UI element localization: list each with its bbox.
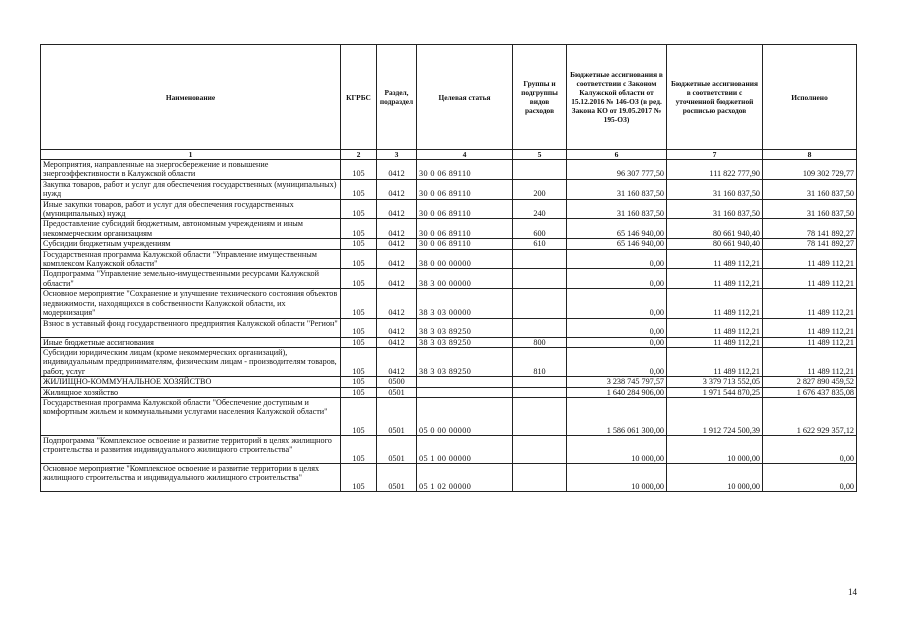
row-name: Предоставление субсидий бюджетным, автономным учреждениям и иным некоммерческим организациям — [41, 219, 341, 239]
row-law-amount: 31 160 837,50 — [567, 199, 667, 219]
row-kgrbs: 105 — [341, 249, 377, 269]
row-group — [513, 249, 567, 269]
row-kgrbs: 105 — [341, 318, 377, 337]
row-law-amount: 0,00 — [567, 249, 667, 269]
row-law-amount: 65 146 940,00 — [567, 219, 667, 239]
table-row — [41, 377, 857, 387]
table-row — [41, 269, 857, 289]
row-executed-amount: 78 141 892,27 — [763, 219, 857, 239]
row-name: Государственная программа Калужской области "Управление имущественным комплексом Калужской области" — [41, 249, 341, 269]
row-refined-amount: 1 912 724 500,39 — [667, 397, 763, 435]
row-law-amount: 96 307 777,50 — [567, 160, 667, 180]
header-section: Раздел, подраздел — [377, 45, 417, 150]
table-row — [41, 337, 857, 347]
row-name: Подпрограмма "Управление земельно-имущественными ресурсами Калужской области" — [41, 269, 341, 289]
row-refined-amount: 10 000,00 — [667, 463, 763, 491]
table-row — [41, 347, 857, 376]
row-section: 0412 — [377, 239, 417, 249]
header-executed: Исполнено — [763, 45, 857, 150]
column-number: 6 — [567, 150, 667, 160]
row-name: Иные закупки товаров, работ и услуг для обеспечения государственных (муниципальных) нужд — [41, 199, 341, 219]
row-law-amount: 0,00 — [567, 318, 667, 337]
row-kgrbs: 105 — [341, 397, 377, 435]
table-row — [41, 387, 857, 397]
column-number-row — [41, 150, 857, 160]
row-target: 30 0 06 89110 — [417, 199, 513, 219]
column-number: 8 — [763, 150, 857, 160]
column-number: 2 — [341, 150, 377, 160]
row-refined-amount: 11 489 112,21 — [667, 289, 763, 318]
row-section: 0501 — [377, 387, 417, 397]
row-group — [513, 160, 567, 180]
row-section: 0412 — [377, 318, 417, 337]
row-executed-amount: 2 827 890 459,52 — [763, 377, 857, 387]
row-section: 0501 — [377, 397, 417, 435]
table-row — [41, 199, 857, 219]
page-number: 14 — [848, 587, 857, 597]
row-name: Основное мероприятие "Комплексное освоение и развитие территории в целях жилищного строительства и индивидуального жилищного строительства" — [41, 463, 341, 491]
row-section: 0501 — [377, 463, 417, 491]
header-name: Наименование — [41, 45, 341, 150]
row-target: 05 0 00 00000 — [417, 397, 513, 435]
row-executed-amount: 0,00 — [763, 463, 857, 491]
header-row — [41, 45, 857, 150]
row-group: 610 — [513, 239, 567, 249]
row-executed-amount: 11 489 112,21 — [763, 347, 857, 376]
row-kgrbs: 105 — [341, 387, 377, 397]
row-name: Взнос в уставный фонд государственного предприятия Калужской области "Регион" — [41, 318, 341, 337]
row-group: 810 — [513, 347, 567, 376]
row-executed-amount: 31 160 837,50 — [763, 179, 857, 199]
row-name: Государственная программа Калужской области "Обеспечение доступным и комфортным жильем и коммунальными услугами населения Калужской области" — [41, 397, 341, 435]
row-group — [513, 463, 567, 491]
row-kgrbs: 105 — [341, 269, 377, 289]
row-executed-amount: 11 489 112,21 — [763, 269, 857, 289]
table-row — [41, 463, 857, 491]
row-refined-amount: 80 661 940,40 — [667, 219, 763, 239]
row-kgrbs: 105 — [341, 289, 377, 318]
row-group: 800 — [513, 337, 567, 347]
column-number: 3 — [377, 150, 417, 160]
row-kgrbs: 105 — [341, 463, 377, 491]
row-target — [417, 387, 513, 397]
row-name: Мероприятия, направленные на энергосбережение и повышение энергоэффективности в Калужской области — [41, 160, 341, 180]
row-refined-amount: 11 489 112,21 — [667, 318, 763, 337]
row-law-amount: 31 160 837,50 — [567, 179, 667, 199]
row-group — [513, 435, 567, 463]
row-law-amount: 1 640 284 906,00 — [567, 387, 667, 397]
row-refined-amount: 31 160 837,50 — [667, 199, 763, 219]
row-executed-amount: 11 489 112,21 — [763, 289, 857, 318]
row-executed-amount: 11 489 112,21 — [763, 318, 857, 337]
row-target: 05 1 02 00000 — [417, 463, 513, 491]
row-law-amount: 10 000,00 — [567, 463, 667, 491]
row-name: Иные бюджетные ассигнования — [41, 337, 341, 347]
column-number: 1 — [41, 150, 341, 160]
row-group — [513, 289, 567, 318]
row-section: 0412 — [377, 199, 417, 219]
header-law: Бюджетные ассигнования в соответствии с Законом Калужской области от 15.12.2016 № 146-ОЗ (в ред. Закона КО от 19.05.2017 № 195-ОЗ) — [567, 45, 667, 150]
row-section: 0412 — [377, 219, 417, 239]
row-group — [513, 387, 567, 397]
table-row — [41, 179, 857, 199]
row-name: Жилищное хозяйство — [41, 387, 341, 397]
row-target: 38 3 00 00000 — [417, 269, 513, 289]
row-group — [513, 397, 567, 435]
row-target: 38 3 03 89250 — [417, 318, 513, 337]
row-refined-amount: 11 489 112,21 — [667, 337, 763, 347]
row-executed-amount: 109 302 729,77 — [763, 160, 857, 180]
row-refined-amount: 11 489 112,21 — [667, 269, 763, 289]
row-name: Подпрограмма "Комплексное освоение и развитие территорий в целях жилищного строительства и развития индивидуального жилищного строительства" — [41, 435, 341, 463]
row-law-amount: 0,00 — [567, 289, 667, 318]
header-group: Группы и подгруппы видов расходов — [513, 45, 567, 150]
row-group: 240 — [513, 199, 567, 219]
row-group — [513, 318, 567, 337]
table-row — [41, 397, 857, 435]
row-kgrbs: 105 — [341, 347, 377, 376]
row-law-amount: 3 238 745 797,57 — [567, 377, 667, 387]
header-target: Целевая статья — [417, 45, 513, 150]
row-refined-amount: 1 971 544 870,25 — [667, 387, 763, 397]
budget-table — [40, 44, 857, 492]
row-kgrbs: 105 — [341, 435, 377, 463]
row-section: 0501 — [377, 435, 417, 463]
row-refined-amount: 11 489 112,21 — [667, 249, 763, 269]
row-target: 05 1 00 00000 — [417, 435, 513, 463]
row-name: Закупка товаров, работ и услуг для обеспечения государственных (муниципальных) нужд — [41, 179, 341, 199]
row-target: 38 3 03 00000 — [417, 289, 513, 318]
column-number: 5 — [513, 150, 567, 160]
row-group: 200 — [513, 179, 567, 199]
row-refined-amount: 11 489 112,21 — [667, 347, 763, 376]
row-refined-amount: 10 000,00 — [667, 435, 763, 463]
row-executed-amount: 1 676 437 835,08 — [763, 387, 857, 397]
row-target: 38 3 03 89250 — [417, 347, 513, 376]
table-row — [41, 435, 857, 463]
row-name: Основное мероприятие "Сохранение и улучшение технического состояния объектов недвижимости, находящихся в собственности Калужской области, их модернизация" — [41, 289, 341, 318]
row-executed-amount: 78 141 892,27 — [763, 239, 857, 249]
row-group — [513, 269, 567, 289]
table-row — [41, 160, 857, 180]
row-section: 0412 — [377, 160, 417, 180]
row-kgrbs: 105 — [341, 199, 377, 219]
row-section: 0412 — [377, 347, 417, 376]
row-target: 30 0 06 89110 — [417, 219, 513, 239]
row-target: 30 0 06 89110 — [417, 160, 513, 180]
row-refined-amount: 3 379 713 552,05 — [667, 377, 763, 387]
row-law-amount: 0,00 — [567, 337, 667, 347]
row-executed-amount: 0,00 — [763, 435, 857, 463]
row-kgrbs: 105 — [341, 160, 377, 180]
row-name: ЖИЛИЩНО-КОММУНАЛЬНОЕ ХОЗЯЙСТВО — [41, 377, 341, 387]
budget-sheet — [40, 44, 856, 492]
header-refined: Бюджетные ассигнования в соответствии с уточненной бюджетной росписью расходов — [667, 45, 763, 150]
row-law-amount: 0,00 — [567, 269, 667, 289]
row-target: 38 3 03 89250 — [417, 337, 513, 347]
table-row — [41, 219, 857, 239]
row-kgrbs: 105 — [341, 377, 377, 387]
row-target: 30 0 06 89110 — [417, 179, 513, 199]
row-kgrbs: 105 — [341, 179, 377, 199]
column-number: 7 — [667, 150, 763, 160]
header-kgrbs: КГРБС — [341, 45, 377, 150]
row-target — [417, 377, 513, 387]
row-group: 600 — [513, 219, 567, 239]
row-kgrbs: 105 — [341, 239, 377, 249]
row-law-amount: 10 000,00 — [567, 435, 667, 463]
table-row — [41, 318, 857, 337]
row-section: 0412 — [377, 289, 417, 318]
row-executed-amount: 31 160 837,50 — [763, 199, 857, 219]
row-executed-amount: 11 489 112,21 — [763, 337, 857, 347]
row-section: 0500 — [377, 377, 417, 387]
table-row — [41, 239, 857, 249]
table-row — [41, 289, 857, 318]
row-kgrbs: 105 — [341, 219, 377, 239]
row-section: 0412 — [377, 337, 417, 347]
row-kgrbs: 105 — [341, 337, 377, 347]
row-refined-amount: 111 822 777,90 — [667, 160, 763, 180]
row-group — [513, 377, 567, 387]
column-number: 4 — [417, 150, 513, 160]
row-refined-amount: 31 160 837,50 — [667, 179, 763, 199]
row-target: 30 0 06 89110 — [417, 239, 513, 249]
row-law-amount: 1 586 061 300,00 — [567, 397, 667, 435]
table-row — [41, 249, 857, 269]
row-section: 0412 — [377, 249, 417, 269]
row-refined-amount: 80 661 940,40 — [667, 239, 763, 249]
row-law-amount: 0,00 — [567, 347, 667, 376]
row-executed-amount: 11 489 112,21 — [763, 249, 857, 269]
row-executed-amount: 1 622 929 357,12 — [763, 397, 857, 435]
row-target: 38 0 00 00000 — [417, 249, 513, 269]
row-name: Субсидии бюджетным учреждениям — [41, 239, 341, 249]
row-name: Субсидии юридическим лицам (кроме некоммерческих организаций), индивидуальным предпринимателям, физическим лицам - производителям товаров, работ, услуг — [41, 347, 341, 376]
row-law-amount: 65 146 940,00 — [567, 239, 667, 249]
row-section: 0412 — [377, 269, 417, 289]
row-section: 0412 — [377, 179, 417, 199]
